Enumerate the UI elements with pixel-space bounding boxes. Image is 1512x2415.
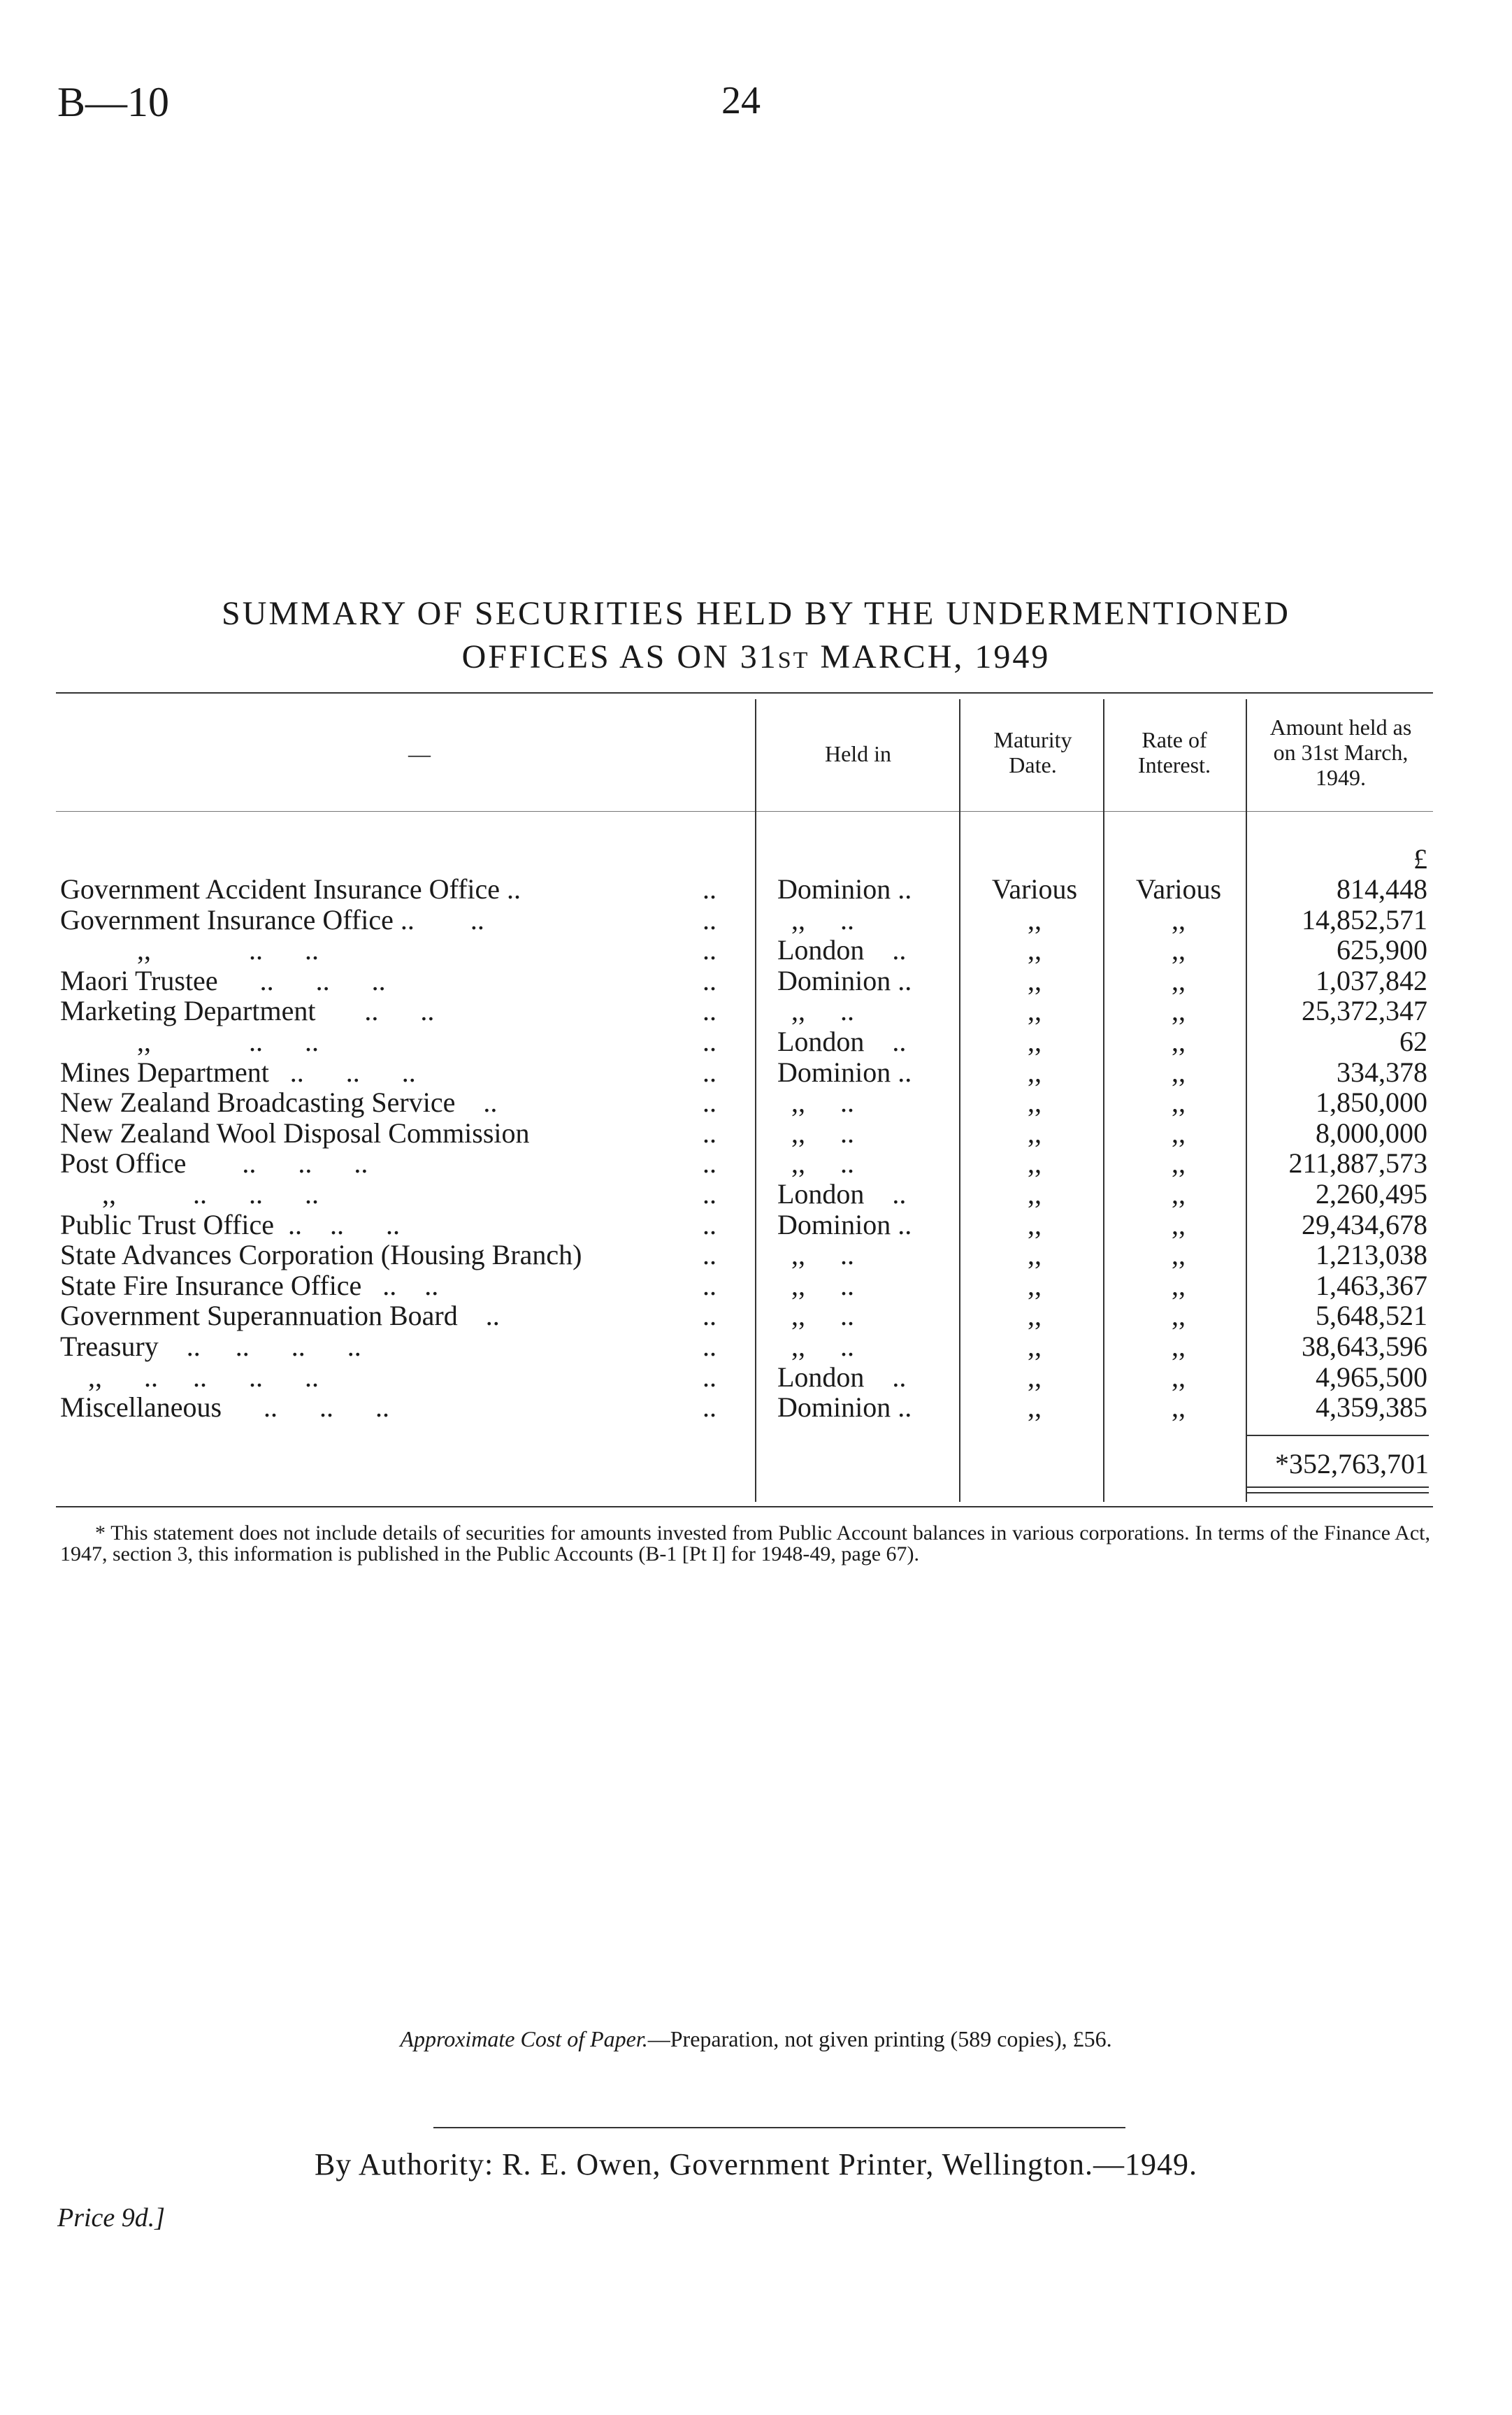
office-cell: ,, .. .. .. xyxy=(60,1178,319,1210)
rate-cell: ,, xyxy=(1172,1087,1186,1119)
table-row xyxy=(0,905,1512,936)
held-in-cell: ,, .. xyxy=(777,1300,854,1332)
rate-cell: ,, xyxy=(1172,1208,1186,1240)
office-cell: Mines Department .. .. .. xyxy=(60,1056,416,1088)
leader-dots: .. xyxy=(703,1178,717,1210)
cost-line xyxy=(0,2026,1512,2052)
title-line-2-pre: OFFICES AS ON 31 xyxy=(461,638,778,675)
price: Price 9d.] xyxy=(57,2203,166,2233)
office-cell: Government Insurance Office .. .. xyxy=(60,903,484,936)
amount-unit: £ xyxy=(1413,843,1427,875)
held-in-cell: London .. xyxy=(777,1361,907,1393)
header-maturity: Maturity Date. xyxy=(993,727,1072,777)
table-row xyxy=(0,1179,1512,1210)
held-in-cell: Dominion .. xyxy=(777,964,912,996)
title-line-2-sup: ST xyxy=(777,647,810,673)
maturity-cell: ,, xyxy=(1028,1239,1042,1271)
maturity-cell: ,, xyxy=(1028,1391,1042,1424)
table-row xyxy=(0,966,1512,996)
title-line-2-post: MARCH, 1949 xyxy=(809,638,1051,675)
maturity-cell: Various xyxy=(991,873,1078,905)
leader-dots: .. xyxy=(703,903,717,936)
total-double-rule-1 xyxy=(1246,1486,1429,1488)
amount-cell: 625,900 xyxy=(1337,934,1427,966)
total-double-rule-2 xyxy=(1246,1492,1429,1493)
amount-cell: 62 xyxy=(1399,1026,1427,1057)
table-row xyxy=(0,1026,1512,1057)
amount-cell: 814,448 xyxy=(1337,873,1427,905)
amount-cell: 4,965,500 xyxy=(1316,1361,1427,1393)
maturity-cell: ,, xyxy=(1028,1056,1042,1088)
amount-cell: 211,887,573 xyxy=(1288,1147,1427,1180)
cost-text: —Preparation, not given printing (589 copies), £56. xyxy=(647,2026,1112,2051)
leader-dots: .. xyxy=(703,1300,717,1332)
office-cell: ,, .. .. xyxy=(60,934,319,966)
rate-cell: ,, xyxy=(1172,1331,1186,1362)
leader-dots: .. xyxy=(703,995,717,1027)
authority-rule xyxy=(433,2127,1125,2128)
amount-cell: 25,372,347 xyxy=(1302,995,1427,1027)
header-amount: Amount held as on 31st March, 1949. xyxy=(1269,715,1412,790)
table-top-rule xyxy=(56,692,1433,694)
rate-cell: ,, xyxy=(1172,903,1186,936)
leader-dots: .. xyxy=(703,1269,717,1301)
table-row xyxy=(0,996,1512,1026)
table-row xyxy=(0,1210,1512,1240)
title-line-2 xyxy=(0,638,1512,676)
office-cell: ,, .. .. .. .. xyxy=(60,1361,319,1393)
amount-cell: 5,648,521 xyxy=(1316,1300,1427,1332)
rate-cell: ,, xyxy=(1172,1117,1186,1149)
amount-cell: 1,037,842 xyxy=(1316,964,1427,996)
header-rate: Rate of Interest. xyxy=(1138,727,1211,777)
table-row xyxy=(0,1300,1512,1331)
maturity-cell: ,, xyxy=(1028,1178,1042,1210)
rate-cell: ,, xyxy=(1172,995,1186,1027)
maturity-cell: ,, xyxy=(1028,995,1042,1027)
held-in-cell: ,, .. xyxy=(777,1147,854,1180)
held-in-cell: ,, .. xyxy=(777,1117,854,1149)
leader-dots: .. xyxy=(703,873,717,905)
maturity-cell: ,, xyxy=(1028,1300,1042,1332)
authority-line: By Authority: R. E. Owen, Government Printer, Wellington.—1949. xyxy=(314,2147,1198,2181)
leader-dots: .. xyxy=(703,934,717,966)
amount-cell: 14,852,571 xyxy=(1302,903,1427,936)
rate-cell: ,, xyxy=(1172,964,1186,996)
table-row xyxy=(0,1087,1512,1118)
held-in-cell: London .. xyxy=(777,934,907,966)
footnote-text: * This statement does not include details of securities for amounts invested from Public Account balances in various corporations. In terms of the Finance Act, 1947, section 3, this information is published in the Public Accounts (B-1 [Pt I] for 1948-49, page 67). xyxy=(60,1521,1430,1565)
office-cell: State Fire Insurance Office .. .. xyxy=(60,1269,439,1301)
table-row xyxy=(0,1392,1512,1423)
rate-cell: ,, xyxy=(1172,1178,1186,1210)
leader-dots: .. xyxy=(703,1056,717,1088)
leader-dots: .. xyxy=(703,1361,717,1393)
held-in-cell: ,, .. xyxy=(777,903,854,936)
maturity-cell: ,, xyxy=(1028,1147,1042,1180)
office-cell: State Advances Corporation (Housing Branch) xyxy=(60,1239,582,1271)
leader-dots: .. xyxy=(703,964,717,996)
table-row xyxy=(0,1057,1512,1088)
total-amount: *352,763,701 xyxy=(1275,1448,1429,1479)
held-in-cell: Dominion .. xyxy=(777,873,912,905)
rate-cell: ,, xyxy=(1172,1056,1186,1088)
table-row xyxy=(0,874,1512,905)
leader-dots: .. xyxy=(703,1026,717,1057)
leader-dots: .. xyxy=(703,1117,717,1149)
amount-cell: 1,850,000 xyxy=(1316,1087,1427,1119)
maturity-cell: ,, xyxy=(1028,1269,1042,1301)
document-code: B—10 xyxy=(57,79,170,125)
table-row xyxy=(0,935,1512,966)
rate-cell: ,, xyxy=(1172,1300,1186,1332)
maturity-cell: ,, xyxy=(1028,903,1042,936)
office-cell: ,, .. .. xyxy=(60,1026,319,1057)
amount-cell: 334,378 xyxy=(1337,1056,1427,1088)
amount-cell: 8,000,000 xyxy=(1316,1117,1427,1149)
office-cell: New Zealand Wool Disposal Commission xyxy=(60,1117,530,1149)
amount-cell: 29,434,678 xyxy=(1302,1208,1427,1240)
office-cell: Government Superannuation Board .. xyxy=(60,1300,500,1332)
leader-dots: .. xyxy=(703,1208,717,1240)
leader-dots: .. xyxy=(703,1239,717,1271)
office-cell: New Zealand Broadcasting Service .. xyxy=(60,1087,498,1119)
leader-dots: .. xyxy=(703,1087,717,1119)
table-row xyxy=(0,1118,1512,1149)
table-row xyxy=(0,1148,1512,1179)
rate-cell: ,, xyxy=(1172,1147,1186,1180)
table-row xyxy=(0,1270,1512,1301)
held-in-cell: ,, .. xyxy=(777,1331,854,1362)
maturity-cell: ,, xyxy=(1028,1026,1042,1057)
office-cell: Government Accident Insurance Office .. xyxy=(60,873,521,905)
held-in-cell: London .. xyxy=(777,1178,907,1210)
held-in-cell: Dominion .. xyxy=(777,1056,912,1088)
held-in-cell: Dominion .. xyxy=(777,1391,912,1424)
page-number: 24 xyxy=(721,79,761,122)
amount-cell: 2,260,495 xyxy=(1316,1178,1427,1210)
held-in-cell: London .. xyxy=(777,1026,907,1057)
rate-cell: ,, xyxy=(1172,1239,1186,1271)
amount-cell: 1,213,038 xyxy=(1316,1239,1427,1271)
office-cell: Marketing Department .. .. xyxy=(60,995,435,1027)
amount-cell: 1,463,367 xyxy=(1316,1269,1427,1301)
maturity-cell: ,, xyxy=(1028,1117,1042,1149)
office-cell: Maori Trustee .. .. .. xyxy=(60,964,386,996)
footnote xyxy=(60,1523,1430,1565)
rate-cell: ,, xyxy=(1172,934,1186,966)
header-held-in: Held in xyxy=(824,741,892,766)
rate-cell: ,, xyxy=(1172,1026,1186,1057)
table-row xyxy=(0,1240,1512,1270)
held-in-cell: Dominion .. xyxy=(777,1208,912,1240)
leader-dots: .. xyxy=(703,1147,717,1180)
maturity-cell: ,, xyxy=(1028,1361,1042,1393)
maturity-cell: ,, xyxy=(1028,1331,1042,1362)
leader-dots: .. xyxy=(703,1331,717,1362)
header-bottom-rule xyxy=(56,811,1433,812)
held-in-cell: ,, .. xyxy=(777,1087,854,1119)
table-row xyxy=(0,1362,1512,1393)
rate-cell: ,, xyxy=(1172,1269,1186,1301)
office-cell: Public Trust Office .. .. .. xyxy=(60,1208,400,1240)
office-cell: Post Office .. .. .. xyxy=(60,1147,368,1180)
maturity-cell: ,, xyxy=(1028,964,1042,996)
held-in-cell: ,, .. xyxy=(777,1269,854,1301)
rate-cell: ,, xyxy=(1172,1391,1186,1424)
table-row xyxy=(0,1331,1512,1362)
table-bottom-rule xyxy=(56,1506,1433,1507)
title-line-1: SUMMARY OF SECURITIES HELD BY THE UNDERMENTIONED xyxy=(222,595,1290,632)
amount-cell: 4,359,385 xyxy=(1316,1391,1427,1424)
rate-cell: Various xyxy=(1135,873,1222,905)
maturity-cell: ,, xyxy=(1028,1087,1042,1119)
maturity-cell: ,, xyxy=(1028,1208,1042,1240)
maturity-cell: ,, xyxy=(1028,934,1042,966)
office-cell: Treasury .. .. .. .. xyxy=(60,1331,361,1362)
held-in-cell: ,, .. xyxy=(777,995,854,1027)
cost-label: Approximate Cost of Paper. xyxy=(400,2026,648,2051)
amount-cell: 38,643,596 xyxy=(1302,1331,1427,1362)
rate-cell: ,, xyxy=(1172,1361,1186,1393)
held-in-cell: ,, .. xyxy=(777,1239,854,1271)
office-cell: Miscellaneous .. .. .. xyxy=(60,1391,390,1424)
total-top-rule xyxy=(1246,1435,1429,1436)
leader-dots: .. xyxy=(703,1391,717,1424)
header-office: — xyxy=(408,741,431,766)
